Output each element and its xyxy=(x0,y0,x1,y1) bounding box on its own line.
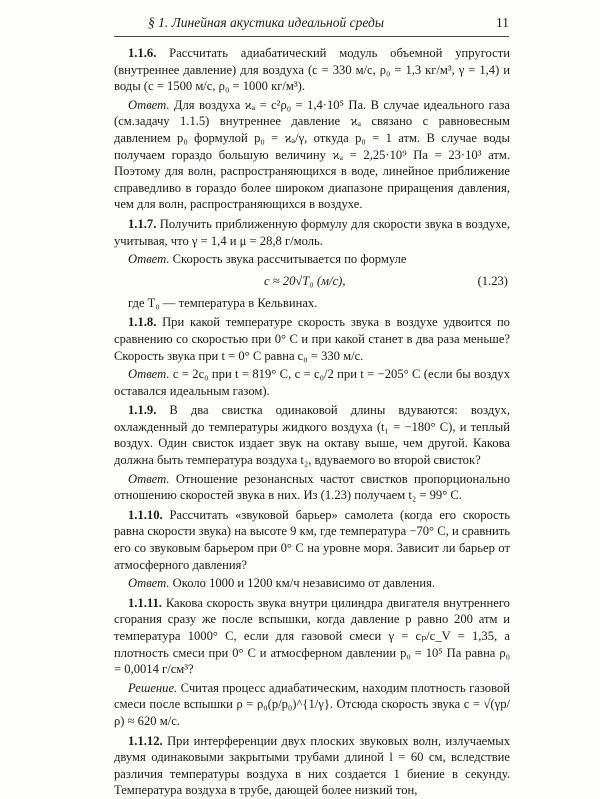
paragraph-text: Около 1000 и 1200 км/ч независимо от давления. xyxy=(172,576,436,591)
paragraph-text: Отношение резонансных частот свистков пропорционально отношению скоростей звука в них. Из (1.23) получаем t₂ = 99° С. xyxy=(114,471,510,503)
problem-number: 1.1.9. xyxy=(128,403,157,418)
text-paragraph xyxy=(114,295,510,312)
answer-paragraph xyxy=(114,575,510,592)
problem-number: 1.1.7. xyxy=(128,216,157,231)
problem-paragraph xyxy=(114,216,510,249)
problem-paragraph xyxy=(114,314,510,364)
formula-text: c ≈ 20√T₀ (м/с), xyxy=(264,273,346,288)
answer-label: Ответ. xyxy=(128,576,170,591)
problem-paragraph xyxy=(114,507,510,573)
problem-number: 1.1.11. xyxy=(128,595,162,610)
answer-label: Ответ. xyxy=(128,252,170,267)
paragraph-text: Рассчитать адиабатический модуль объемной упругости (внутреннее давление) для воздуха (c = 330 м/с, ρ₀ = 1,3 кг/м³, γ = 1,4) и воды (c = 1500 м/с, ρ₀ = 1000 кг/м³). xyxy=(114,46,510,94)
answer-label: Ответ. xyxy=(128,367,170,382)
paragraph-text: Рассчитать «звуковой барьер» самолета (когда его скорость равна скорости звука) на высоте 9 км, где температура −70° С, и сравнить его со звуковым барьером при 0° С на уровне моря. Зависит ли барьер от атмосферного давления? xyxy=(114,507,510,572)
running-head xyxy=(114,12,509,37)
answer-paragraph xyxy=(114,251,510,268)
problem-number: 1.1.6. xyxy=(128,46,157,60)
problem-number: 1.1.10. xyxy=(128,507,163,522)
problem-number: 1.1.12. xyxy=(128,733,163,748)
paragraph-text: Считая процесс адиабатическим, находим плотность газовой смеси после вспышки ρ = ρ₀(p/p₀)^{1/γ}. Отсюда скорость звука c = √(γp/ρ) ≈ 620 м/с. xyxy=(114,680,510,728)
problem-paragraph xyxy=(114,595,510,678)
page-number: 11 xyxy=(496,15,509,30)
paragraph-text: Получить приближенную формулу для скорости звука в воздухе, учитывая, что γ = 1,4 и μ = 28,8 г/моль. xyxy=(114,216,510,248)
paragraph-text: Какова скорость звука внутри цилиндра двигателя внутреннего сгорания сразу же после вспышки, когда давление p равно 200 атм и температура 1000° С, если для газовой смеси γ = cₚ/c_V = 1,35, а плотность смеси при 0° С и атмосферном давлении p₀ = 10⁵ Па равна ρ₀ = 0,0014 г/см³? xyxy=(114,595,510,677)
section-title: § 1. Линейная акустика идеальной среды xyxy=(148,15,384,30)
paragraph-text: c = 2c₀ при t = 819° С, c = c₀/2 при t = −205° С (если бы воздух оставался идеальным газом). xyxy=(114,367,510,398)
paragraph-text: где T₀ — температура в Кельвинах. xyxy=(128,295,318,310)
problem-number: 1.1.8. xyxy=(128,315,157,330)
answer-paragraph xyxy=(114,471,510,504)
problem-paragraph xyxy=(114,733,510,799)
equation-number: (1.23) xyxy=(477,273,508,288)
answer-label: Решение. xyxy=(128,680,178,695)
page-body xyxy=(114,42,510,799)
paragraph-text: В два свистка одинаковой длины вдуваются: воздух, охлажденный до температуры жидкого воздуха (t₁ = −180° С), и теплый воздух. Один свисток издает звук на октаву выше, чем другой. Какова должна быть температура воздуха t₂, вдуваемого во второй свисток? xyxy=(114,403,510,468)
answer-paragraph xyxy=(114,680,510,730)
answer-label: Ответ. xyxy=(128,97,170,112)
paragraph-text: Для воздуха ϰₐ = c²ρ₀ = 1,4·10⁵ Па. В случае идеального газа (см.задачу 1.1.5) внутреннее давление ϰₐ связано с равновесным давлением p₀ формулой p₀ = ϰₐ/γ, откуда p₀ = 1 атм. В случае воды получаем гораздо большую величину ϰₐ = 2,25·10⁹ Па = 23·10³ атм. Поэтому для волн, распространяющихся в воде, линейное приближение справедливо в гораздо более широком диапазоне приращения давления, чем для волн, распространяющихся в воздухе. xyxy=(114,97,510,212)
answer-label: Ответ. xyxy=(128,471,170,486)
answer-paragraph xyxy=(114,97,510,213)
paragraph-text: При интерференции двух плоских звуковых волн, излучаемых двумя одинаковыми закрытыми трубами длиной l = 60 см, вследствие различия температуры воздуха в них создается 1 биение в секунду. Температура воздуха в трубе, дающей более низкий тон, xyxy=(114,733,510,798)
paragraph-text: Скорость звука рассчитывается по формуле xyxy=(172,252,407,267)
problem-paragraph xyxy=(114,402,510,468)
answer-paragraph xyxy=(114,366,510,399)
problem-paragraph xyxy=(114,45,510,95)
formula-block xyxy=(114,270,510,294)
paragraph-text: При какой температуре скорость звука в воздухе удвоится по сравнению со скоростью при 0° С и при какой станет в два раза меньше? Скорость звука при t = 0° С равна c₀ = 330 м/с. xyxy=(114,315,510,363)
